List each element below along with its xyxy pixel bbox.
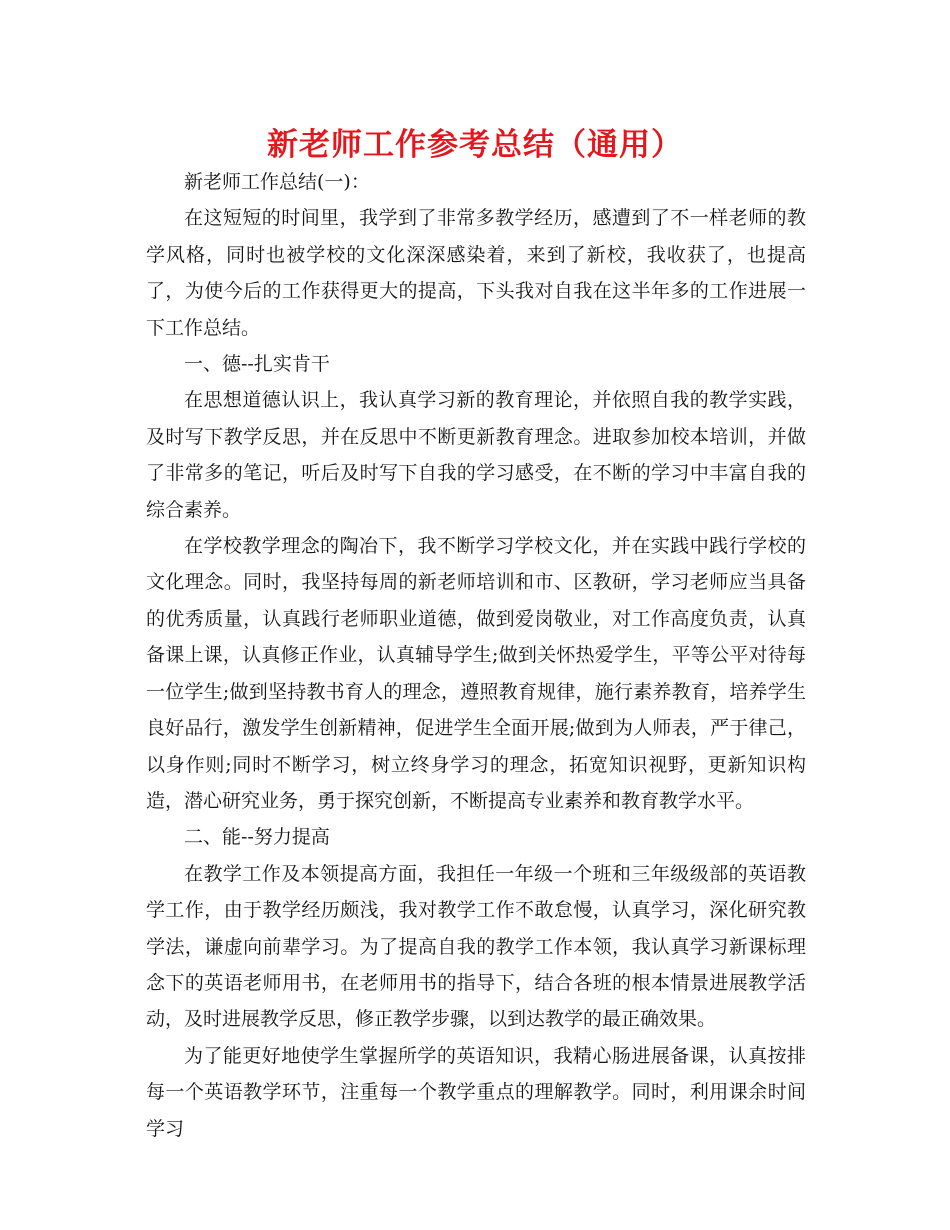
section-heading-2: 二、能--努力提高 xyxy=(184,826,330,849)
paragraph: 在这短短的时间里，我学到了非常多教学经历，感遭到了不一样老师的教学风格，同时也被学校的文化深深感染着，来到了新校，我收获了，也提高了，为使今后的工作获得更大的提高，下头我对自我在这半年多的工作进展一下工作总结。 xyxy=(146,207,806,339)
section-heading-1: 一、德--扎实肯干 xyxy=(184,353,330,376)
document-body xyxy=(146,164,806,1147)
paragraph: 为了能更好地使学生掌握所学的英语知识，我精心肠进展备课，认真按排每一个英语教学环节，注重每一个教学重点的理解教学。同时，利用课余时间学习 xyxy=(146,1044,806,1140)
paragraph-subtitle: 新老师工作总结(一)： xyxy=(184,171,370,193)
paragraph: 在思想道德认识上，我认真学习新的教育理论，并依照自我的教学实践，及时写下教学反思，并在反思中不断更新教育理念。进取参加校本培训，并做了非常多的笔记，听后及时写下自我的学习感受，在不断的学习中丰富自我的综合素养。 xyxy=(146,389,806,521)
paragraph: 在学校教学理念的陶冶下，我不断学习学校文化，并在实践中践行学校的文化理念。同时，我坚持每周的新老师培训和市、区教研，学习老师应当具备的优秀质量，认真践行老师职业道德，做到爱岗敬业，对工作高度负责，认真备课上课，认真修正作业，认真辅导学生;做到关怀热爱学生，平等公平对待每一位学生;做到坚持教书育人的理念，遵照教育规律，施行素养教育，培养学生良好品行，激发学生创新精神，促进学生全面开展;做到为人师表，严于律己，以身作则;同时不断学习，树立终身学习的理念，拓宽知识视野，更新知识构造，潜心研究业务，勇于探究创新，不断提高专业素养和教育教学水平。 xyxy=(146,535,806,812)
document-title: 新老师工作参考总结（通用） xyxy=(267,127,683,163)
paragraph: 在教学工作及本领提高方面，我担任一年级一个班和三年级级部的英语教学工作，由于教学经历颇浅，我对教学工作不敢怠慢，认真学习，深化研究教学法，谦虚向前辈学习。为了提高自我的教学工作本领，我认真学习新课标理念下的英语老师用书，在老师用书的指导下，结合各班的根本情景进展教学活动，及时进展教学反思，修正教学步骤，以到达教学的最正确效果。 xyxy=(146,862,806,1031)
